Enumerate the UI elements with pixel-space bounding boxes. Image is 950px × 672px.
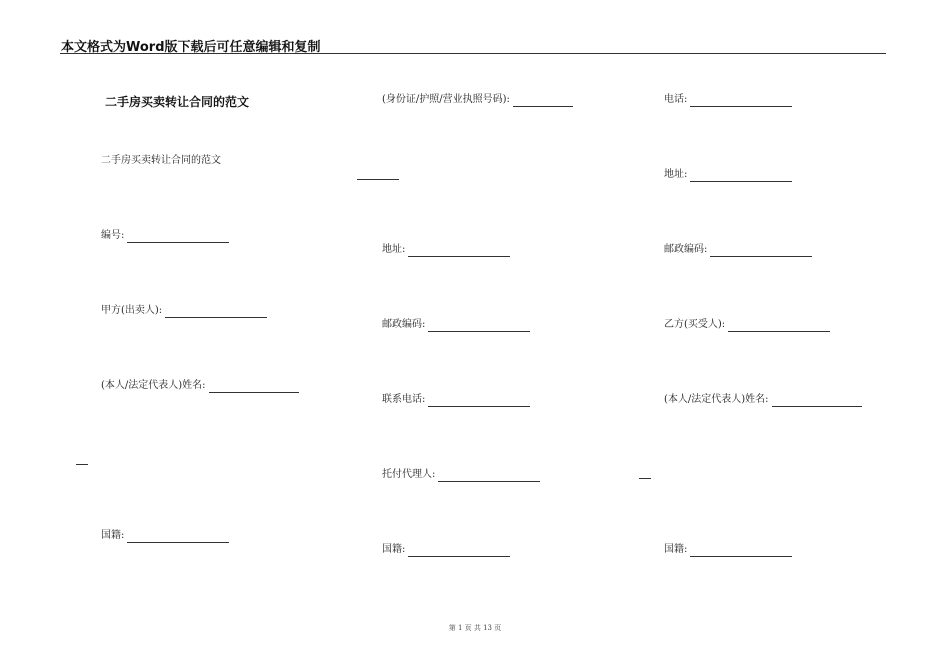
- party-a-postal-label: 邮政编码:: [382, 319, 426, 330]
- party-a-rep-label: (本人/法定代表人)姓名:: [101, 380, 206, 391]
- tel-field: [664, 93, 792, 107]
- party-a-label: 甲方(出卖人):: [101, 305, 163, 316]
- party-a-address-field: [382, 243, 510, 257]
- agent-postal-blank[interactable]: [710, 246, 812, 257]
- party-a-nationality-field: [101, 529, 229, 543]
- party-b-field: [664, 318, 830, 332]
- party-b-label: 乙方(买受人):: [664, 319, 726, 330]
- agent-postal-field: [664, 243, 812, 257]
- party-b-nationality-label: 国籍:: [664, 544, 688, 555]
- party-b-rep-blank[interactable]: [772, 396, 862, 407]
- agent-nationality-blank[interactable]: [408, 546, 510, 557]
- party-b-blank[interactable]: [728, 321, 830, 332]
- tel-blank[interactable]: [690, 96, 792, 107]
- agent-blank[interactable]: [438, 471, 540, 482]
- short-blank-right: [639, 478, 651, 479]
- party-b-nationality-field: [664, 543, 792, 557]
- subtitle-line: [101, 154, 221, 168]
- number-field: [101, 229, 229, 243]
- party-a-rep-field: [101, 379, 299, 393]
- party-a-phone-field: [382, 393, 530, 407]
- party-b-nationality-blank[interactable]: [690, 546, 792, 557]
- agent-nationality-label: 国籍:: [382, 544, 406, 555]
- agent-address-blank[interactable]: [690, 171, 792, 182]
- agent-field: [382, 468, 540, 482]
- document-title: 二手房买卖转让合同的范文: [105, 95, 250, 109]
- party-a-address-blank[interactable]: [408, 246, 510, 257]
- tel-label: 电话:: [664, 94, 688, 105]
- agent-address-label: 地址:: [664, 169, 688, 180]
- party-a-nationality-label: 国籍:: [101, 530, 125, 541]
- party-a-phone-blank[interactable]: [428, 396, 530, 407]
- header-title: 本文格式为Word版下载后可任意编辑和复制: [61, 40, 321, 55]
- party-a-field: [101, 304, 267, 318]
- short-blank-left: [76, 464, 88, 465]
- party-a-postal-field: [382, 318, 530, 332]
- party-b-rep-label: (本人/法定代表人)姓名:: [664, 394, 769, 405]
- party-a-rep-blank[interactable]: [209, 382, 299, 393]
- agent-address-field: [664, 168, 792, 182]
- number-blank[interactable]: [127, 232, 229, 243]
- party-a-nationality-blank[interactable]: [127, 532, 229, 543]
- agent-label: 托付代理人:: [382, 469, 436, 480]
- party-a-phone-label: 联系电话:: [382, 394, 426, 405]
- party-a-postal-blank[interactable]: [428, 321, 530, 332]
- id-type-field: [382, 93, 573, 107]
- id-type-blank[interactable]: [513, 96, 573, 107]
- party-b-rep-field: [664, 393, 862, 407]
- agent-nationality-field: [382, 543, 510, 557]
- subtitle-text: 二手房买卖转让合同的范文: [101, 155, 221, 166]
- id-number-continuation-blank: [357, 179, 399, 180]
- party-a-blank[interactable]: [165, 307, 267, 318]
- page-footer: 第 1 页 共 13 页: [448, 624, 502, 632]
- agent-postal-label: 邮政编码:: [664, 244, 708, 255]
- party-a-address-label: 地址:: [382, 244, 406, 255]
- id-type-label: (身份证/护照/营业执照号码):: [382, 94, 510, 105]
- number-label: 编号:: [101, 230, 125, 241]
- header-divider: [60, 53, 886, 54]
